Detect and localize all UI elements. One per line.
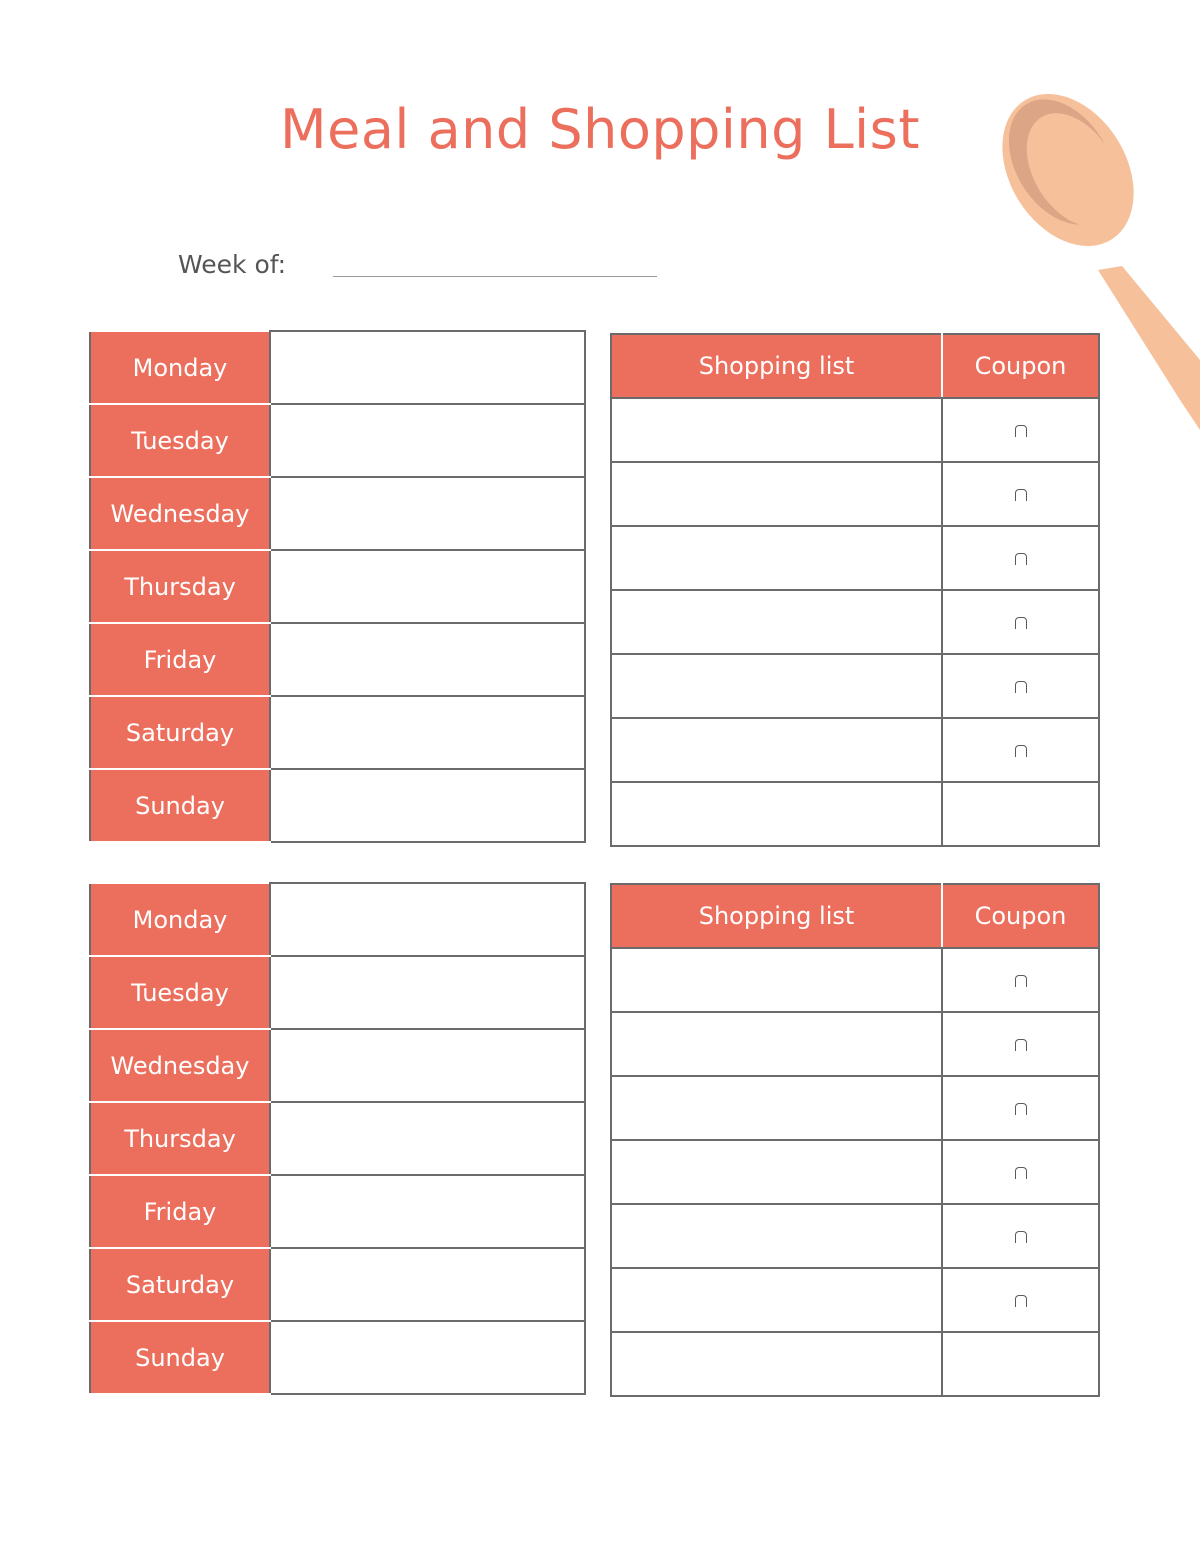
shopping-item-field[interactable] [611, 526, 942, 590]
shopping-item-field[interactable] [611, 1076, 942, 1140]
shopping-table-week-1 [610, 333, 1100, 847]
meal-entry-field[interactable] [270, 1102, 585, 1175]
coupon-header: Coupon [942, 884, 1099, 948]
shopping-list-header: Shopping list [611, 334, 942, 398]
coupon-cell [942, 462, 1099, 526]
shopping-row [611, 1268, 1099, 1332]
meal-row [90, 1029, 585, 1102]
shopping-item-field[interactable] [611, 718, 942, 782]
shopping-row [611, 1076, 1099, 1140]
shopping-row [611, 654, 1099, 718]
coupon-checkbox[interactable] [1015, 745, 1027, 757]
shopping-table-week-2 [610, 883, 1100, 1397]
shopping-row [611, 782, 1099, 846]
shopping-item-field[interactable] [611, 1332, 942, 1396]
coupon-cell [942, 1268, 1099, 1332]
coupon-checkbox[interactable] [1015, 489, 1027, 501]
meal-entry-field[interactable] [270, 883, 585, 956]
shopping-row [611, 718, 1099, 782]
shopping-item-field[interactable] [611, 462, 942, 526]
meal-entry-field[interactable] [270, 956, 585, 1029]
shopping-row [611, 398, 1099, 462]
week-of-field[interactable] [333, 276, 657, 277]
shopping-item-field[interactable] [611, 948, 942, 1012]
meal-row [90, 696, 585, 769]
shopping-item-field[interactable] [611, 1268, 942, 1332]
meal-entry-field[interactable] [270, 1029, 585, 1102]
day-label: Thursday [124, 1124, 236, 1153]
shopping-row [611, 1012, 1099, 1076]
meal-entry-field[interactable] [270, 550, 585, 623]
coupon-checkbox[interactable] [1015, 1039, 1027, 1051]
meal-entry-field[interactable] [270, 1248, 585, 1321]
day-label-cell [90, 696, 270, 769]
coupon-checkbox[interactable] [1015, 425, 1027, 437]
coupon-cell [942, 398, 1099, 462]
coupon-header: Coupon [942, 334, 1099, 398]
day-label: Wednesday [110, 499, 250, 528]
day-label-cell [90, 1175, 270, 1248]
shopping-row [611, 1332, 1099, 1396]
coupon-cell [942, 1012, 1099, 1076]
meal-plan-table-week-2 [89, 882, 586, 1395]
day-label-cell [90, 769, 270, 842]
meal-row [90, 550, 585, 623]
meal-row [90, 1248, 585, 1321]
shopping-row [611, 1204, 1099, 1268]
shopping-item-field[interactable] [611, 1140, 942, 1204]
meal-entry-field[interactable] [270, 1175, 585, 1248]
day-label-cell [90, 1102, 270, 1175]
coupon-checkbox[interactable] [1015, 681, 1027, 693]
coupon-checkbox[interactable] [1015, 1103, 1027, 1115]
day-label: Thursday [124, 572, 236, 601]
meal-entry-field[interactable] [270, 769, 585, 842]
coupon-cell [942, 654, 1099, 718]
day-label: Tuesday [131, 426, 229, 455]
day-label: Saturday [125, 1270, 235, 1299]
day-label-cell [90, 1321, 270, 1394]
meal-entry-field[interactable] [270, 696, 585, 769]
coupon-cell [942, 948, 1099, 1012]
day-label: Friday [143, 645, 217, 674]
day-label-cell [90, 1248, 270, 1321]
day-label-cell [90, 623, 270, 696]
day-label: Saturday [125, 718, 235, 747]
day-label-cell [90, 404, 270, 477]
day-label: Tuesday [131, 978, 229, 1007]
day-label: Monday [132, 353, 228, 382]
shopping-header-row [611, 884, 1099, 948]
coupon-cell [942, 782, 1099, 846]
day-label: Friday [143, 1197, 217, 1226]
shopping-row [611, 590, 1099, 654]
meal-entry-field[interactable] [270, 404, 585, 477]
day-label-cell [90, 956, 270, 1029]
meal-row [90, 769, 585, 842]
day-label: Sunday [135, 1343, 225, 1372]
meal-entry-field[interactable] [270, 331, 585, 404]
coupon-cell [942, 1140, 1099, 1204]
meal-row [90, 623, 585, 696]
shopping-item-field[interactable] [611, 1012, 942, 1076]
meal-row [90, 1321, 585, 1394]
coupon-cell [942, 718, 1099, 782]
shopping-row [611, 948, 1099, 1012]
day-label-cell [90, 477, 270, 550]
day-label-cell [90, 883, 270, 956]
meal-row [90, 1175, 585, 1248]
coupon-checkbox[interactable] [1015, 975, 1027, 987]
meal-row [90, 477, 585, 550]
coupon-cell [942, 1204, 1099, 1268]
meal-row [90, 883, 585, 956]
day-label: Monday [132, 905, 228, 934]
day-label: Wednesday [110, 1051, 250, 1080]
coupon-checkbox[interactable] [1015, 617, 1027, 629]
shopping-list-header: Shopping list [611, 884, 942, 948]
meal-entry-field[interactable] [270, 1321, 585, 1394]
coupon-cell [942, 1332, 1099, 1396]
meal-entry-field[interactable] [270, 623, 585, 696]
meal-plan-table-week-1 [89, 330, 586, 843]
meal-entry-field[interactable] [270, 477, 585, 550]
coupon-checkbox[interactable] [1015, 553, 1027, 565]
coupon-checkbox[interactable] [1015, 1167, 1027, 1179]
coupon-cell [942, 1076, 1099, 1140]
week-of-label: Week of: [178, 250, 287, 279]
day-label-cell [90, 550, 270, 623]
day-label: Sunday [135, 791, 225, 820]
day-label-cell [90, 1029, 270, 1102]
coupon-checkbox[interactable] [1015, 1295, 1027, 1307]
meal-row [90, 956, 585, 1029]
page-title: Meal and Shopping List [280, 98, 920, 161]
day-label-cell [90, 331, 270, 404]
coupon-cell [942, 526, 1099, 590]
shopping-row [611, 526, 1099, 590]
meal-row [90, 331, 585, 404]
shopping-item-field[interactable] [611, 654, 942, 718]
shopping-item-field[interactable] [611, 590, 942, 654]
shopping-item-field[interactable] [611, 1204, 942, 1268]
coupon-checkbox[interactable] [1015, 1231, 1027, 1243]
meal-row [90, 404, 585, 477]
coupon-cell [942, 590, 1099, 654]
meal-row [90, 1102, 585, 1175]
shopping-item-field[interactable] [611, 782, 942, 846]
shopping-row [611, 1140, 1099, 1204]
shopping-row [611, 462, 1099, 526]
shopping-item-field[interactable] [611, 398, 942, 462]
shopping-header-row [611, 334, 1099, 398]
